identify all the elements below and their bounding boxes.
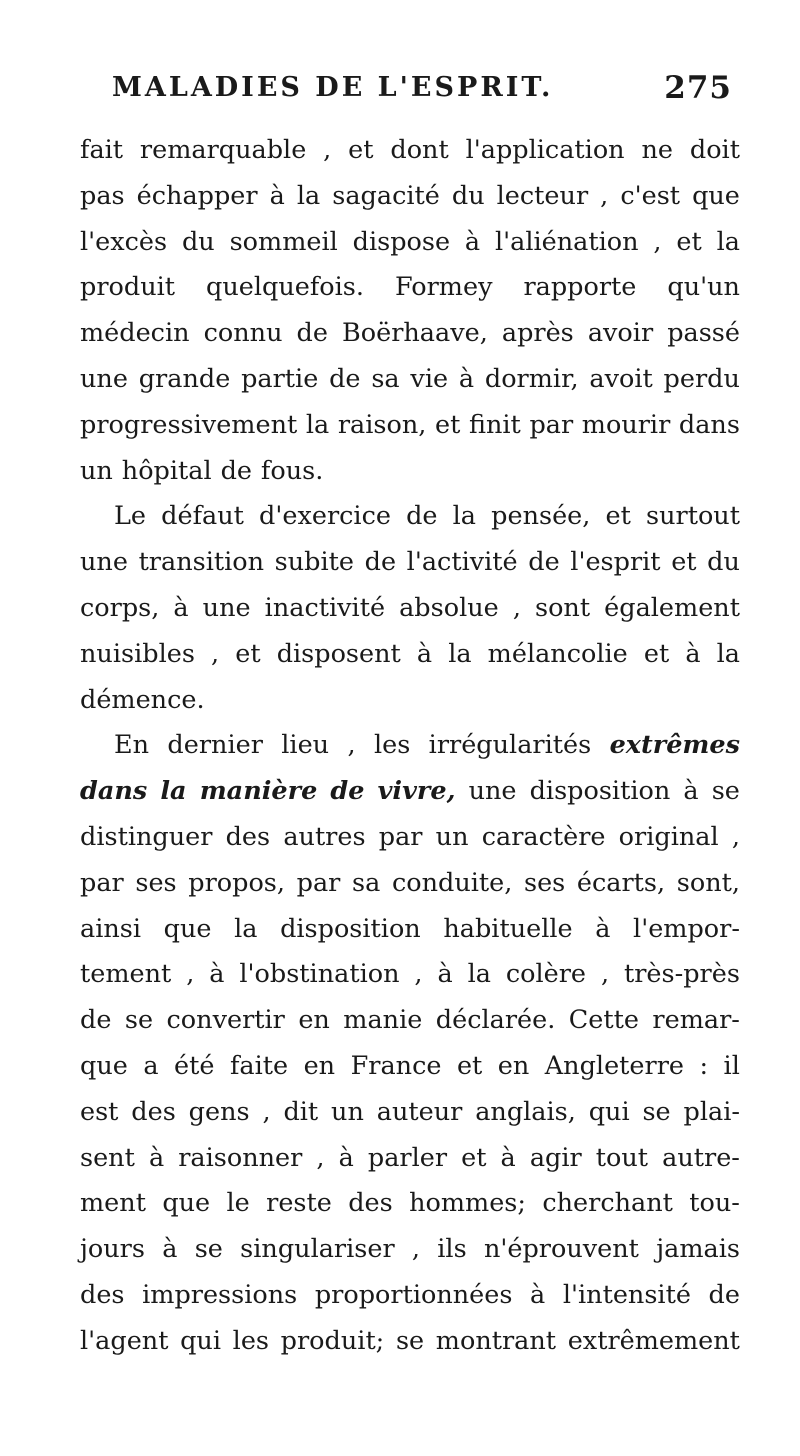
word: ainsi [80, 913, 142, 944]
text-line [80, 220, 740, 266]
word: se [395, 1325, 425, 1356]
word: l'obstination [239, 959, 400, 990]
word: et [456, 1050, 483, 1081]
text-line [80, 128, 740, 174]
word: à [338, 1142, 354, 1173]
word: de [220, 455, 252, 486]
word: par [529, 409, 574, 440]
word: l'aliénation [494, 226, 639, 257]
word: disposition [280, 913, 421, 944]
word: de [528, 547, 560, 578]
word: fait [80, 135, 124, 165]
word: à [148, 1142, 165, 1173]
word: la [448, 638, 472, 669]
word: se [124, 1005, 154, 1036]
word: cherchant [542, 1188, 673, 1219]
word: produit; [280, 1325, 385, 1356]
word: de [406, 501, 438, 532]
word: nuisibles [80, 638, 195, 669]
word: à [173, 592, 189, 623]
word: partie [241, 363, 319, 394]
word: proportionnées [314, 1279, 513, 1310]
text-line [80, 1136, 740, 1182]
word: à [685, 638, 701, 669]
word: l'application [465, 135, 625, 165]
text-line [80, 311, 740, 357]
word: ses [135, 867, 177, 898]
word: convertir [166, 1005, 285, 1036]
word: défaut [161, 501, 244, 532]
word: , [211, 638, 220, 669]
word: colère [505, 959, 587, 990]
word: une [468, 776, 517, 807]
word: à [530, 1279, 546, 1310]
word: disposition [529, 776, 671, 807]
word: singulariser [240, 1234, 395, 1265]
text-line [80, 678, 740, 724]
word: doit [689, 135, 740, 165]
word: c'est [620, 180, 681, 211]
word: médecin [80, 318, 190, 349]
word: écarts, [576, 867, 666, 898]
word: qui [588, 1096, 630, 1127]
word: en [497, 1050, 530, 1081]
word: , [316, 1142, 325, 1173]
word: et [461, 1142, 487, 1173]
word: de [80, 1005, 112, 1036]
text-line [80, 1090, 740, 1136]
word: à [437, 959, 453, 990]
word: à [269, 180, 285, 211]
word: ils [437, 1234, 467, 1265]
word: n'éprouvent [483, 1234, 639, 1265]
word: qui [180, 1325, 222, 1356]
text-line [80, 632, 740, 678]
word: perdu [663, 363, 740, 394]
word: à [209, 959, 225, 990]
word: progressivement [80, 409, 298, 440]
word: grande [138, 363, 231, 394]
word: , [186, 959, 195, 990]
word: connu [203, 318, 283, 349]
word: d'exercice [259, 501, 391, 532]
word: que [163, 913, 212, 944]
word: , [262, 1096, 271, 1127]
body-text [80, 128, 740, 1365]
word: impressions [142, 1279, 298, 1310]
word: sagacité [332, 180, 440, 211]
word: que [80, 1050, 128, 1081]
word: de [296, 318, 328, 349]
text-line [80, 907, 740, 953]
word: mélancolie [487, 638, 628, 669]
text-line [80, 1273, 740, 1319]
word: autres [283, 821, 366, 852]
word: quelquefois. [206, 272, 364, 303]
word: une [80, 363, 128, 394]
word: sont [534, 592, 591, 623]
word: et [435, 409, 461, 440]
word: déclarée. [435, 1005, 556, 1036]
word: caractère [481, 821, 606, 852]
word: et [348, 135, 374, 165]
word: manière [199, 776, 318, 807]
text-line [80, 357, 740, 403]
text-line [80, 861, 740, 907]
word: Le [114, 501, 147, 532]
text-line [80, 815, 740, 861]
word: passé [667, 318, 740, 349]
word: été [174, 1050, 215, 1081]
running-title: MALADIES DE L'ESPRIT. [112, 72, 554, 103]
word: a [143, 1050, 159, 1081]
word: jours [80, 1234, 145, 1265]
word: démence. [80, 684, 205, 715]
word: l'activité [406, 547, 518, 578]
word: transition [138, 547, 265, 578]
word: , [347, 730, 356, 761]
text-line [80, 1044, 740, 1090]
word: montrant [435, 1325, 557, 1356]
word: des [348, 1188, 393, 1219]
word: des [80, 1279, 125, 1310]
word: ment [80, 1188, 146, 1219]
word: se [642, 1096, 671, 1127]
word: qu'un [667, 272, 740, 303]
word: est [80, 1096, 119, 1127]
word: rapporte [523, 272, 637, 303]
word: ne [641, 135, 673, 165]
word: à [416, 638, 433, 669]
word: sa [371, 363, 400, 394]
word: , [414, 959, 423, 990]
word: se [711, 776, 740, 807]
word: Angleterre [544, 1050, 684, 1081]
word: sommeil [229, 226, 338, 257]
word: , [512, 592, 521, 623]
word: , [653, 226, 662, 257]
word: remarquable [139, 135, 307, 165]
word: inactivité [264, 592, 386, 623]
word: la [160, 776, 187, 807]
word: conduite, [391, 867, 513, 898]
word: original [618, 821, 719, 852]
word: reste [266, 1188, 332, 1219]
word: tou- [689, 1188, 740, 1219]
word: jamais [656, 1234, 740, 1265]
word: dont [390, 135, 449, 165]
word: des [225, 821, 271, 852]
word: Formey [394, 272, 493, 303]
word: la [234, 913, 258, 944]
text-line [80, 174, 740, 220]
word: , [731, 821, 740, 852]
word: très-près [623, 959, 740, 990]
word: sont, [676, 867, 740, 898]
word: avoir [587, 318, 654, 349]
word: ses [523, 867, 566, 898]
word: de [708, 1279, 740, 1310]
word: échapper [136, 180, 258, 211]
word: , [323, 135, 332, 165]
word: de [329, 363, 361, 394]
word: à [464, 226, 481, 257]
word: sa [352, 867, 381, 898]
word: de [364, 547, 397, 578]
word: raisonner [178, 1142, 303, 1173]
text-line [80, 540, 740, 586]
word: pas [80, 180, 125, 211]
page-header [112, 66, 732, 110]
word: subite [274, 547, 354, 578]
text-line [80, 769, 740, 815]
word: à [458, 363, 475, 394]
word: dormir, [484, 363, 579, 394]
word: se [194, 1234, 223, 1265]
text-line [80, 1319, 740, 1365]
word: absolue [399, 592, 499, 623]
word: raison, [337, 409, 427, 440]
word: vivre, [377, 776, 456, 807]
text-line [80, 1227, 740, 1273]
word: , [411, 1234, 421, 1265]
word: dispose [352, 226, 451, 257]
word: et [676, 226, 702, 257]
word: une [202, 592, 251, 623]
word: en [298, 1005, 330, 1036]
word: irrégularités [428, 730, 592, 761]
word: la [467, 959, 491, 990]
word: la [305, 409, 330, 440]
word: le [226, 1188, 250, 1219]
word: lecteur [496, 180, 589, 211]
word: France [350, 1050, 442, 1081]
page-number: 275 [664, 70, 732, 106]
word: hommes; [409, 1188, 526, 1219]
word: extrêmement [567, 1325, 740, 1356]
word: plai- [683, 1096, 740, 1127]
word: à [595, 913, 611, 944]
word: l'excès [80, 226, 168, 257]
word: Boërhaave, [342, 318, 488, 349]
word: agir [529, 1142, 582, 1173]
word: l'empor- [633, 913, 740, 944]
word: dit [283, 1096, 319, 1127]
word: l'agent [80, 1325, 169, 1356]
word: et [605, 501, 631, 532]
word: pensée, [491, 501, 591, 532]
word: hôpital [121, 455, 212, 486]
text-line [80, 952, 740, 998]
word: : [699, 1050, 709, 1081]
text-line [80, 998, 740, 1044]
word: dans [678, 409, 740, 440]
word: par [80, 867, 124, 898]
word: après [501, 318, 574, 349]
word: et [643, 638, 670, 669]
word: corps, [80, 592, 160, 623]
word: les [232, 1325, 270, 1356]
word: surtout [646, 501, 740, 532]
word: un [80, 455, 113, 486]
word: gens [188, 1096, 250, 1127]
word: à [162, 1234, 178, 1265]
word: , [600, 180, 609, 211]
word: par [378, 821, 423, 852]
word: disposent [276, 638, 401, 669]
word: parler [367, 1142, 448, 1173]
word: les [373, 730, 411, 761]
word: remar- [652, 1005, 740, 1036]
word: avoit [589, 363, 653, 394]
word: tement [80, 959, 172, 990]
word: un [435, 821, 469, 852]
word: la [716, 638, 740, 669]
word: manie [343, 1005, 423, 1036]
word: propos, [188, 867, 285, 898]
word: finit [468, 409, 521, 440]
word: , [600, 959, 610, 990]
text-line [80, 494, 740, 540]
word: habituelle [443, 913, 573, 944]
word: des [131, 1096, 176, 1127]
word: également [604, 592, 740, 623]
word: mourir [581, 409, 671, 440]
word: Cette [568, 1005, 639, 1036]
text-line [80, 1181, 740, 1227]
text-line [80, 586, 740, 632]
word: la [716, 226, 740, 257]
word: dernier [167, 730, 263, 761]
word: lieu [281, 730, 330, 761]
word: l'esprit [570, 547, 661, 578]
word: la [296, 180, 321, 211]
word: distinguer [80, 821, 213, 852]
text-line [80, 723, 740, 769]
word: tout [595, 1142, 649, 1173]
text-line [80, 403, 740, 449]
word: un [331, 1096, 364, 1127]
word: la [452, 501, 477, 532]
word: l'intensité [562, 1279, 691, 1310]
word: faite [229, 1050, 289, 1081]
word: produit [80, 272, 176, 303]
word: et [235, 638, 261, 669]
word: par [296, 867, 341, 898]
word: en [303, 1050, 336, 1081]
text-line [80, 449, 740, 495]
word: extrêmes [609, 730, 740, 761]
word: une [80, 547, 128, 578]
word: que [692, 180, 740, 211]
word: à [500, 1142, 516, 1173]
word: vie [410, 363, 449, 394]
word: à [683, 776, 699, 807]
word: sent [80, 1142, 135, 1173]
word: anglais, [475, 1096, 576, 1127]
word: fous. [260, 455, 324, 486]
text-line [80, 265, 740, 311]
word: que [162, 1188, 211, 1219]
word: il [723, 1050, 740, 1081]
word: auteur [376, 1096, 463, 1127]
word: du [181, 226, 215, 257]
word: du [451, 180, 485, 211]
word: autre- [662, 1142, 740, 1173]
word: de [330, 776, 365, 807]
word: et [671, 547, 697, 578]
word: En [114, 730, 150, 761]
word: dans [80, 776, 148, 807]
word: du [707, 547, 740, 578]
